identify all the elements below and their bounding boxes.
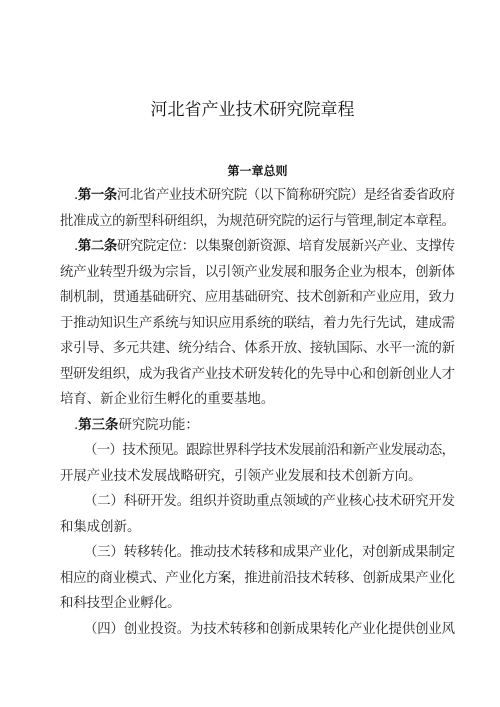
- article-label: 第一条: [77, 188, 117, 203]
- function-item-1: [60, 438, 455, 489]
- article-2: [60, 234, 455, 413]
- article-text: 研究院功能：: [118, 417, 199, 433]
- paragraph-line: 求引导、多元共建、统分结合、体系开放、接轨国际、水平一流的新: [60, 341, 455, 356]
- article-first-line: [60, 413, 455, 439]
- article-label: 第二条: [77, 239, 117, 254]
- article-text: 河北省产业技术研究院（以下简称研究院）是经省委省政府: [116, 188, 455, 203]
- paragraph-line: 于推动知识生产系统与知识应用系统的联结，着力先行先试，建成需: [60, 315, 455, 331]
- function-item-3: [60, 540, 455, 617]
- article-marker: .: [74, 239, 78, 254]
- document-body: [60, 183, 455, 642]
- paragraph-line: 相应的商业模式、产业化方案，推进前沿技术转移、创新成果产业化: [60, 570, 455, 586]
- item-first-line: （二）科研开发。组织并资助重点领域的产业核心技术研究开发: [84, 494, 455, 509]
- paragraph-line: 型研发组织，成为我省产业技术研发转化的先导中心和创新创业人才: [60, 366, 455, 382]
- article-label: 第三条: [78, 417, 119, 433]
- article-marker: .: [74, 188, 78, 203]
- item-first-line: （四）创业投资。为技术转移和创新成果转化产业化提供创业风: [84, 621, 455, 637]
- paragraph-line: 开展产业技术发展战略研究，引领产业发展和技术创新方向。: [60, 468, 422, 484]
- paragraph-line: 培育、新企业衍生孵化的重要基地。: [60, 392, 275, 407]
- article-first-line: [60, 183, 455, 209]
- article-1: [60, 183, 455, 234]
- document-title: 河北省产业技术研究院章程: [150, 100, 355, 120]
- paragraph-line: 和科技型企业孵化。: [60, 596, 181, 611]
- item-first-line: （三）转移转化。推动技术转移和成果产业化，对创新成果制定: [84, 545, 455, 560]
- article-first-line: [60, 234, 455, 260]
- article-marker: .: [74, 417, 79, 433]
- paragraph-line: 统产业转型升级为宗旨，以引领产业发展和服务企业为根本，创新体: [60, 264, 455, 280]
- function-item-2: [60, 489, 455, 540]
- chapter-heading: 第一章总则: [227, 164, 288, 178]
- paragraph-line: 批准成立的新型科研组织，为规范研究院的运行与管理,制定本章程。: [60, 213, 455, 229]
- paragraph-line: 和集成创新。: [60, 519, 141, 535]
- item-first-line: （一）技术预见。跟踪世界科学技术发展前沿和新产业发展动态，: [84, 443, 455, 458]
- article-text: 研究院定位：以集聚创新资源、培育发展新兴产业、支撑传: [116, 239, 455, 254]
- paragraph-line: 制机制，贯通基础研究、应用基础研究、技术创新和产业应用，致力: [60, 290, 455, 305]
- function-item-4: [60, 617, 455, 643]
- article-3: [60, 413, 455, 643]
